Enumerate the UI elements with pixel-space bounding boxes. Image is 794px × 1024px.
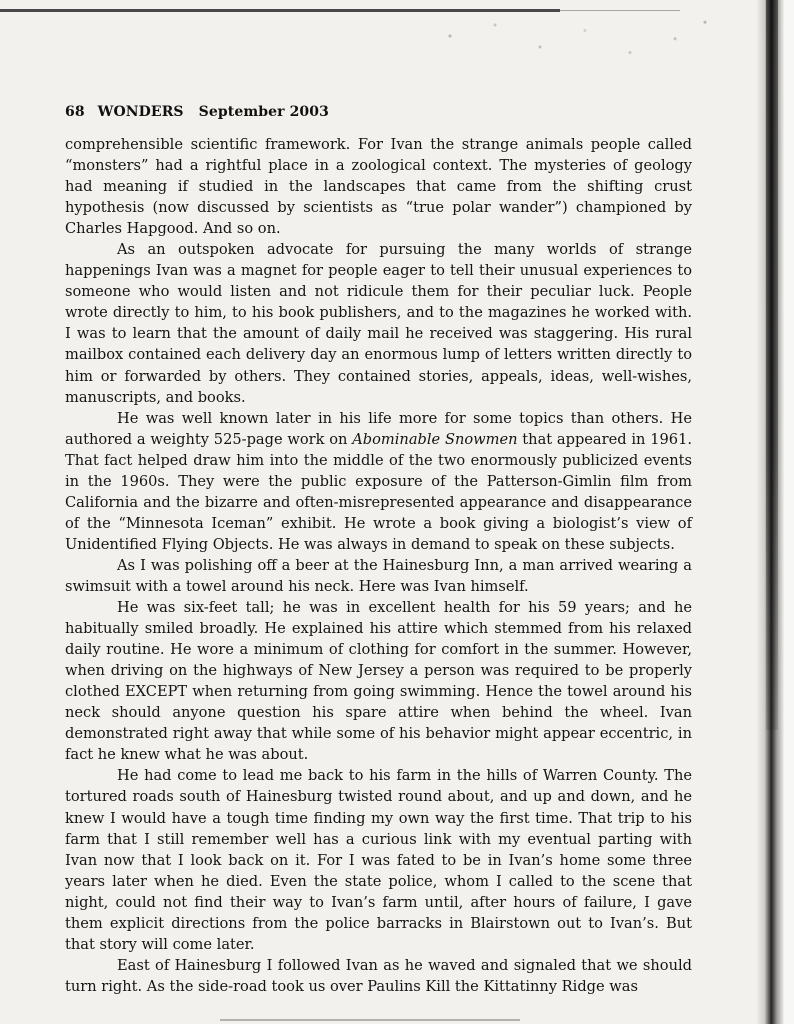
paragraph-3-end: that appeared in 1961. That fact helped draw him into the middle of the two enormously publicized events in the 1960s. They were the public exposure of the Patterson-Gimlin film from California and the bizarre and often-misrepresented appearance and disappearance of the “Minnesota Iceman” exhibit. He wrote a book giving a biologist’s view of Unidentified Flying Objects. He was always in demand to speak on these subjects. bbox=[65, 430, 693, 553]
book-title: Abominable Snowmen bbox=[352, 430, 518, 448]
issue-date: September 2003 bbox=[198, 104, 329, 120]
top-rule bbox=[0, 9, 560, 12]
binding-shadow-dark bbox=[766, 0, 778, 730]
paragraph-4: As I was polishing off a beer at the Hainesburg Inn, a man arrived wearing a swimsuit with a towel around his neck. Here was Ivan himself. bbox=[65, 556, 692, 595]
paragraph-2: As an outspoken advocate for pursuing the many worlds of strange happenings Ivan was a magnet for people eager to tell their unusual experiences to someone who would listen and not ridicule them for their peculiar luck. People wrote directly to him, to his book publishers, and to the magazines he worked with. I was to learn that the amount of daily mail he received was staggering. His rural mailbox contained each delivery day an enormous lump of letters written directly to him or forwarded by others. They contained stories, appeals, ideas, well-wishes, manuscripts, and books. bbox=[65, 241, 692, 406]
paragraph-3 bbox=[65, 408, 692, 555]
page-edge bbox=[784, 0, 794, 1024]
bottom-rule bbox=[220, 1019, 520, 1021]
scan-speckles bbox=[420, 14, 720, 69]
page-number: 68 bbox=[65, 104, 85, 120]
article-body bbox=[65, 134, 692, 997]
running-header bbox=[65, 104, 329, 120]
paragraph-3-start: He was well known later in his life more for some topics than others. He authored a weighty 525-page work on bbox=[65, 409, 692, 448]
magazine-title: WONDERS bbox=[97, 104, 184, 120]
paragraph-1: comprehensible scientific framework. For Ivan the strange animals people called “monsters” had a rightful place in a zoological context. The mysteries of geology had meaning if studied in the landscapes that came from the shifting crust hypothesis (now discussed by scientists as “true polar wander”) championed by Charles Hapgood. And so on. bbox=[65, 136, 692, 238]
top-rule-extension bbox=[560, 10, 680, 11]
paragraph-7: East of Hainesburg I followed Ivan as he waved and signaled that we should turn right. As the side-road took us over Paulins Kill the Kittatinny Ridge was bbox=[65, 956, 692, 995]
paragraph-5: He was six-feet tall; he was in excellent health for his 59 years; and he habitually smiled broadly. He explained his attire which stemmed from his relaxed daily routine. He wore a minimum of clothing for comfort in the summer. However, when driving on the highways of New Jersey a person was required to be properly clothed EXCEPT when returning from going swimming. Hence the towel around his neck should anyone question his spare attire when behind the wheel. Ivan demonstrated right away that while some of his behavior might appear eccentric, in fact he knew what he was about. bbox=[65, 599, 692, 764]
paragraph-6: He had come to lead me back to his farm in the hills of Warren County. The tortured roads south of Hainesburg twisted round about, and up and down, and he knew I would have a tough time finding my own way the first time. That trip to his farm that I still remember well has a curious link with my eventual parting with Ivan now that I look back on it. For I was fated to be in Ivan’s home some three years later when he died. Even the state police, whom I called to the scene that night, could not find their way to Ivan’s farm until, after hours of failure, I gave them explicit directions from the police barracks in Blairstown out to Ivan’s. But that story will come later. bbox=[65, 767, 692, 953]
